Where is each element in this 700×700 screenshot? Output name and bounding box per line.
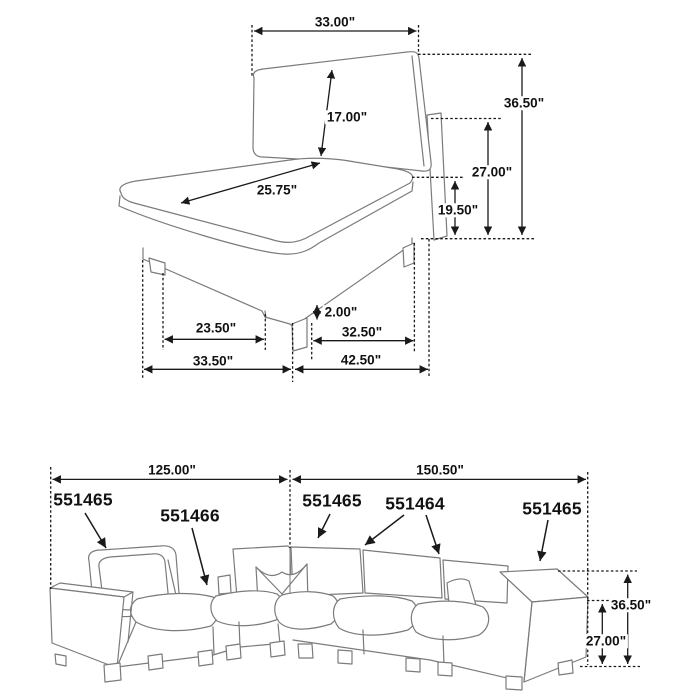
chair-front-base-width-label: 23.50" xyxy=(195,320,237,336)
chair-back-height-label: 27.00" xyxy=(471,164,513,180)
chair-seat-depth-label: 25.75" xyxy=(256,182,298,198)
sku-armless-label: 551464 xyxy=(385,493,445,514)
chair-overall-width-label: 33.50" xyxy=(192,353,234,369)
chair-seat-height-label: 19.50" xyxy=(437,202,479,218)
sectional-drawing xyxy=(50,546,588,690)
chair-overall-height-label: 36.50" xyxy=(503,95,545,111)
chair-side-base-depth-label: 32.50" xyxy=(341,324,383,340)
chair-back-width-label: 33.00" xyxy=(314,14,356,30)
chair-back-cushion-label: 17.00" xyxy=(326,109,368,125)
chair-leg-height-label: 2.00" xyxy=(324,304,358,320)
sectional-overall-height-label: 36.50" xyxy=(610,597,652,613)
sectional-left-span-label: 125.00" xyxy=(148,462,196,478)
sku-right-arm-label: 551465 xyxy=(522,498,582,519)
sku-left-arm-label: 551465 xyxy=(53,489,113,510)
chair-drawing xyxy=(119,52,447,351)
sku-corner-label: 551465 xyxy=(302,490,362,511)
sectional-back-height-label: 27.00" xyxy=(585,633,627,649)
sku-left-armless-label: 551466 xyxy=(160,505,220,526)
sectional-right-span-label: 150.50" xyxy=(416,462,464,478)
chair-overall-depth-label: 42.50" xyxy=(340,352,382,368)
